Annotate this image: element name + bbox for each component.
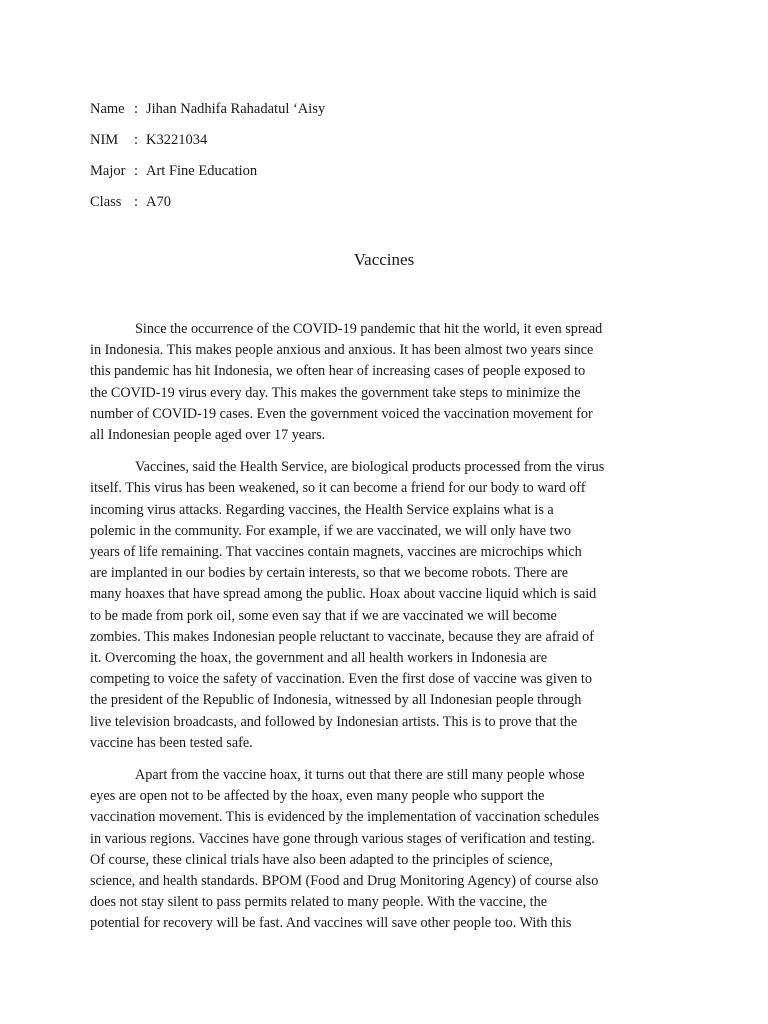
- name-label: Name: [90, 101, 125, 117]
- paragraph-line: many hoaxes that have spread among the public. Hoax about vaccine liquid which is said: [90, 586, 597, 603]
- paragraph-line: incoming virus attacks. Regarding vaccines, the Health Service explains what is a: [90, 501, 554, 518]
- nim-row: [90, 125, 325, 156]
- paragraph-line: Of course, these clinical trials have also been adapted to the principles of science,: [90, 851, 553, 868]
- paragraph-line: live television broadcasts, and followed by Indonesian artists. This is to prove that the: [90, 713, 578, 730]
- class-label: Class: [90, 194, 122, 210]
- paragraph-line: polemic in the community. For example, if we are vaccinated, we will only have two: [90, 522, 571, 539]
- paragraph-line: does not stay silent to pass permits related to many people. With the vaccine, the: [90, 894, 547, 911]
- essay-body: [90, 319, 670, 946]
- paragraph-line: all Indonesian people aged over 17 years.: [90, 427, 326, 444]
- paragraph-line: Vaccines, said the Health Service, are biological products processed from the virus: [135, 459, 605, 476]
- major-value: Art Fine Education: [146, 163, 258, 179]
- class-value: A70: [146, 194, 171, 210]
- paragraph-2: [90, 457, 670, 754]
- class-row: [90, 187, 325, 218]
- paragraph-line: years of life remaining. That vaccines contain magnets, vaccines are microchips which: [90, 544, 582, 561]
- paragraph-line: the president of the Republic of Indonesia, witnessed by all Indonesian people through: [90, 692, 582, 709]
- paragraph-line: Apart from the vaccine hoax, it turns out that there are still many people whose: [135, 767, 585, 784]
- major-row: [90, 156, 325, 187]
- paragraph-line: itself. This virus has been weakened, so it can become a friend for our body to ward off: [90, 480, 586, 497]
- paragraph-line: in various regions. Vaccines have gone through various stages of verification and testing.: [90, 830, 595, 847]
- paragraph-line: this pandemic has hit Indonesia, we often hear of increasing cases of people exposed to: [90, 363, 586, 380]
- paragraph-line: zombies. This makes Indonesian people reluctant to vaccinate, because they are afraid of: [90, 628, 594, 645]
- paragraph-line: are implanted in our bodies by certain interests, so that we become robots. There are: [90, 565, 569, 582]
- paragraph-line: competing to voice the safety of vaccination. Even the first dose of vaccine was given to: [90, 671, 592, 688]
- paragraph-line: number of COVID-19 cases. Even the government voiced the vaccination movement for: [90, 405, 593, 422]
- paragraph-line: it. Overcoming the hoax, the government and all health workers in Indonesia are: [90, 650, 548, 667]
- paragraph-line: to be made from pork oil, some even say that if we are vaccinated we will become: [90, 607, 557, 624]
- name-separator: :: [134, 101, 139, 117]
- name-value: Jihan Nadhifa Rahadatul ‘Aisy: [146, 101, 326, 117]
- student-info-block: [90, 94, 325, 218]
- paragraph-1: [90, 319, 670, 446]
- name-row: [90, 94, 325, 125]
- paragraph-line: the COVID-19 virus every day. This makes the government take steps to minimize the: [90, 384, 581, 401]
- class-separator: :: [134, 194, 139, 210]
- major-label: Major: [90, 163, 126, 179]
- paragraph-line: Since the occurrence of the COVID-19 pandemic that hit the world, it even spread: [135, 321, 603, 337]
- paragraph-line: vaccine has been tested safe.: [90, 734, 253, 751]
- nim-value: K3221034: [146, 132, 208, 148]
- nim-label: NIM: [90, 132, 119, 148]
- paragraph-line: eyes are open not to be affected by the hoax, even many people who support the: [90, 788, 545, 805]
- paragraph-line: in Indonesia. This makes people anxious and anxious. It has been almost two years since: [90, 342, 594, 359]
- nim-separator: :: [134, 132, 139, 148]
- paragraph-line: vaccination movement. This is evidenced by the implementation of vaccination schedules: [90, 809, 600, 826]
- major-separator: :: [134, 163, 139, 179]
- document-title: Vaccines: [353, 250, 415, 269]
- paragraph-3: [90, 765, 670, 935]
- paragraph-line: potential for recovery will be fast. And vaccines will save other people too. With this: [90, 915, 572, 932]
- paragraph-line: science, and health standards. BPOM (Food and Drug Monitoring Agency) of course also: [90, 873, 599, 890]
